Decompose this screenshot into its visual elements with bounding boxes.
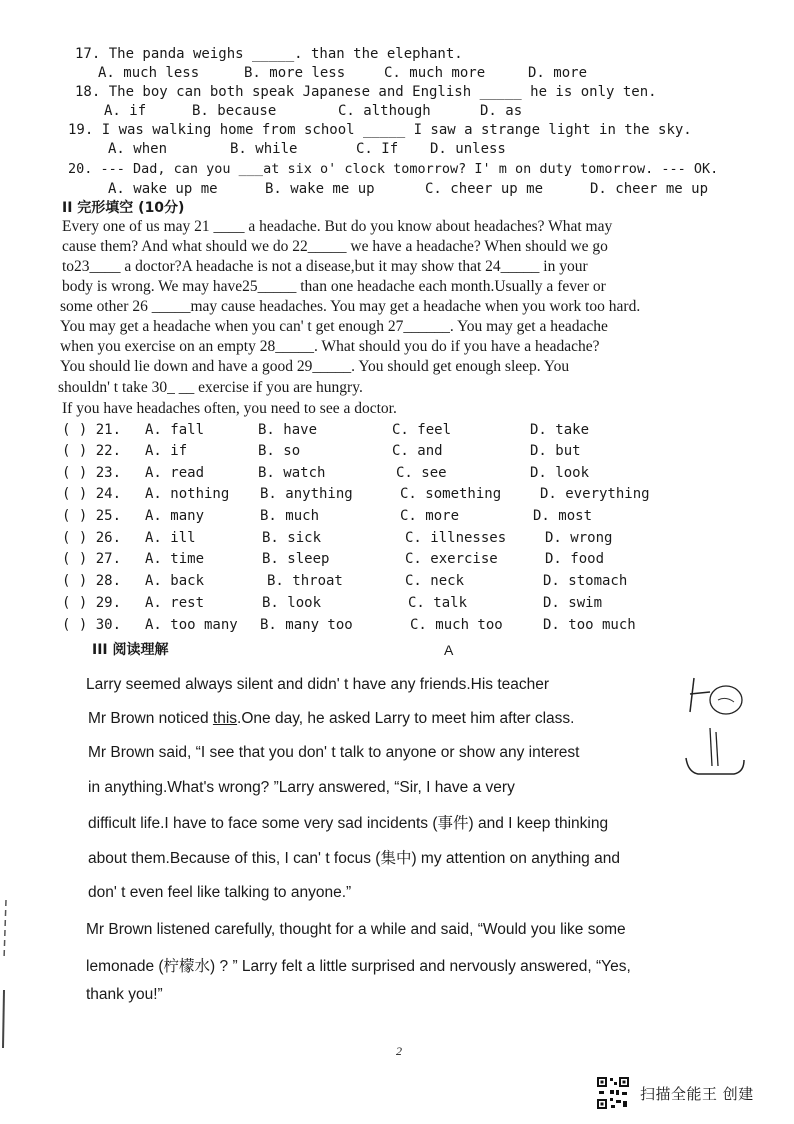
option-30a: A. too many <box>145 617 238 633</box>
option-18c: C. although <box>338 103 431 119</box>
option-19c: C. If <box>356 141 399 157</box>
option-25a: A. many <box>145 508 205 524</box>
option-27d: D. food <box>545 551 605 567</box>
option-23c: C. see <box>396 465 447 481</box>
reading-line <box>88 710 574 728</box>
option-26c: C. illnesses <box>405 530 507 546</box>
reading-text: Mr Brown noticed <box>88 710 213 727</box>
option-21b: B. have <box>258 422 318 438</box>
option-29d: D. swim <box>543 595 603 611</box>
option-28c: C. neck <box>405 573 465 589</box>
option-17d: D. more <box>528 65 588 81</box>
option-30c: C. much too <box>410 617 503 633</box>
option-23d: D. look <box>530 465 590 481</box>
page-number: 2 <box>396 1044 402 1058</box>
cloze-line: You should lie down and have a good 29_____. You should get enough sleep. You <box>60 358 570 375</box>
option-24c: C. something <box>400 486 502 502</box>
option-25b: B. much <box>260 508 320 524</box>
reading-line: in anything.What's wrong? ”Larry answered, “Sir, I have a very <box>88 779 515 796</box>
option-29b: B. look <box>262 595 322 611</box>
cloze-line: some other 26 _____may cause headaches. You may get a headache when you work too hard. <box>60 298 641 315</box>
option-21c: C. feel <box>392 422 452 438</box>
option-22b: B. so <box>258 443 301 459</box>
section-label: A <box>444 642 454 658</box>
cloze-line: to23____ a doctor?A headache is not a disease,but it may show that 24_____ in your <box>62 258 588 275</box>
cloze-line: If you have headaches often, you need to see a doctor. <box>62 400 397 417</box>
option-20a: A. wake up me <box>108 181 218 197</box>
underlined-word: this <box>212 710 238 727</box>
answer-slot-24[interactable]: ( ) 24. <box>62 486 122 502</box>
reading-line: about them.Because of this, I can' t focus (集中) my attention on anything and <box>88 850 620 867</box>
option-28a: A. back <box>145 573 205 589</box>
answer-slot-25[interactable]: ( ) 25. <box>62 508 122 524</box>
option-24a: A. nothing <box>145 486 230 502</box>
option-17a: A. much less <box>98 65 200 81</box>
reading-line: don' t even feel like talking to anyone.” <box>88 884 352 901</box>
question-20: 20. --- Dad, can you ___at six o' clock tomorrow? I' m on duty tomorrow. --- OK. <box>68 161 719 177</box>
option-20d: D. cheer me up <box>590 181 709 197</box>
reading-line: Mr Brown said, “I see that you don' t talk to anyone or show any interest <box>88 744 580 761</box>
option-30b: B. many too <box>260 617 353 633</box>
option-23b: B. watch <box>258 465 326 481</box>
cloze-line: Every one of us may 21 ____ a headache. But do you know about headaches? What may <box>62 218 613 235</box>
option-27a: A. time <box>145 551 205 567</box>
cloze-line: shouldn' t take 30_ __ exercise if you are hungry. <box>58 379 363 396</box>
option-25d: D. most <box>533 508 593 524</box>
answer-slot-28[interactable]: ( ) 28. <box>62 573 122 589</box>
option-22a: A. if <box>145 443 188 459</box>
reading-line: difficult life.I have to face some very sad incidents (事件) and I keep thinking <box>88 815 609 832</box>
option-19d: D. unless <box>430 141 506 157</box>
answer-slot-27[interactable]: ( ) 27. <box>62 551 122 567</box>
question-17: 17. The panda weighs _____. than the elephant. <box>75 46 463 62</box>
option-26b: B. sick <box>262 530 322 546</box>
option-18a: A. if <box>104 103 147 119</box>
option-27c: C. exercise <box>405 551 498 567</box>
option-27b: B. sleep <box>262 551 330 567</box>
reading-heading: III 阅读理解 <box>92 642 169 658</box>
teacher-student-illustration <box>680 672 770 782</box>
option-26a: A. ill <box>145 530 196 546</box>
option-18d: D. as <box>480 103 523 119</box>
option-19b: B. while <box>230 141 298 157</box>
option-30d: D. too much <box>543 617 636 633</box>
option-21d: D. take <box>530 422 590 438</box>
option-24d: D. everything <box>540 486 650 502</box>
watermark-text: 扫描全能王 创建 <box>640 1085 754 1103</box>
qr-code-icon <box>596 1076 630 1110</box>
question-19: 19. I was walking home from school _____ I saw a strange light in the sky. <box>68 122 692 138</box>
option-20b: B. wake me up <box>265 181 375 197</box>
answer-slot-26[interactable]: ( ) 26. <box>62 530 122 546</box>
answer-slot-22[interactable]: ( ) 22. <box>62 443 122 459</box>
cloze-line: when you exercise on an empty 28_____. What should you do if you have a headache? <box>60 338 600 355</box>
option-25c: C. more <box>400 508 460 524</box>
option-23a: A. read <box>145 465 205 481</box>
cloze-line: cause them? And what should we do 22_____ we have a headache? When should we go <box>62 238 608 255</box>
answer-slot-23[interactable]: ( ) 23. <box>62 465 122 481</box>
cloze-heading: II 完形填空 (10分) <box>62 200 185 216</box>
answer-slot-29[interactable]: ( ) 29. <box>62 595 122 611</box>
option-26d: D. wrong <box>545 530 613 546</box>
answer-slot-21[interactable]: ( ) 21. <box>62 422 122 438</box>
option-21a: A. fall <box>145 422 205 438</box>
option-19a: A. when <box>108 141 168 157</box>
question-18: 18. The boy can both speak Japanese and English _____ he is only ten. <box>75 84 657 100</box>
option-17c: C. much more <box>384 65 486 81</box>
binding-marks <box>0 900 14 1050</box>
option-20c: C. cheer up me <box>425 181 544 197</box>
option-29c: C. talk <box>408 595 468 611</box>
option-22d: D. but <box>530 443 581 459</box>
reading-text: .One day, he asked Larry to meet him after class. <box>237 710 575 727</box>
reading-line: Larry seemed always silent and didn' t have any friends.His teacher <box>86 676 550 693</box>
cloze-line: You may get a headache when you can' t get enough 27______. You may get a headache <box>60 318 608 335</box>
option-17b: B. more less <box>244 65 346 81</box>
reading-line: thank you!” <box>86 986 163 1003</box>
option-28d: D. stomach <box>543 573 628 589</box>
option-22c: C. and <box>392 443 443 459</box>
option-18b: B. because <box>192 103 277 119</box>
option-29a: A. rest <box>145 595 205 611</box>
cloze-line: body is wrong. We may have25_____ than one headache each month.Usually a fever or <box>62 278 606 295</box>
answer-slot-30[interactable]: ( ) 30. <box>62 617 122 633</box>
reading-line: Mr Brown listened carefully, thought for a while and said, “Would you like some <box>86 921 626 938</box>
option-28b: B. throat <box>267 573 343 589</box>
reading-line: lemonade (柠檬水) ? ” Larry felt a little surprised and nervously answered, “Yes, <box>86 958 631 975</box>
option-24b: B. anything <box>260 486 353 502</box>
